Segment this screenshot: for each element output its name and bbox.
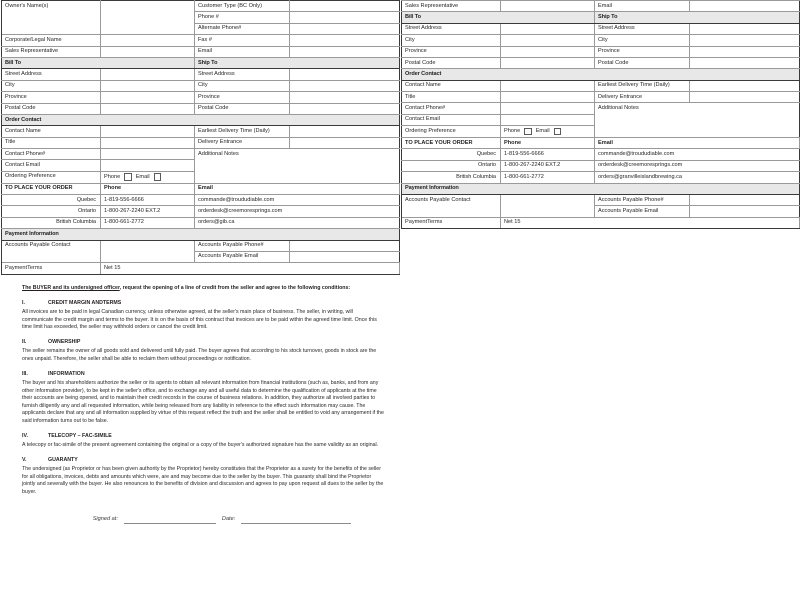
- order-region-email[interactable]: commande@troududiable.com: [595, 149, 800, 160]
- legal-lead-underlined: The BUYER and its undersigned officer: [22, 284, 120, 291]
- order-region-email[interactable]: orders@granvilleislandbrewing.ca: [595, 172, 800, 183]
- cell-contact-name-value[interactable]: [501, 80, 595, 91]
- cell-email-label: Email: [195, 46, 290, 57]
- legal-clause: [22, 300, 384, 331]
- cell-sales-representative-value[interactable]: [101, 46, 195, 57]
- cell-earliest-delivery-value[interactable]: [690, 80, 800, 91]
- clause-body: The seller remains the owner of all goods sold and delivered until fully paid. The buyer agrees that according to his stock turnover, goods in stock are the ones unpaid. Therefore, the seller shall be able to reclaim them without proceedings or notification.: [22, 348, 377, 362]
- table-row: [402, 80, 800, 91]
- cell-ship-province-label: Province: [595, 46, 690, 57]
- cell-owners-name-label: Owner's Name(s): [2, 1, 101, 35]
- table-row: [402, 46, 800, 57]
- cell-bill-postal-label: Postal Code: [402, 57, 501, 68]
- table-row: [2, 137, 400, 148]
- table-row: [2, 1, 400, 12]
- cell-fax-label: Fax #: [195, 35, 290, 46]
- ordering-pref-phone-label: Phone: [104, 173, 121, 180]
- section-label-order-contact: Order Contact: [2, 114, 400, 125]
- section-header-order-contact: [402, 69, 800, 80]
- date-label: Date:: [221, 516, 236, 523]
- order-region-phone[interactable]: 1-819-556-6666: [101, 194, 195, 205]
- clause-numeral: V.: [22, 457, 27, 464]
- clause-body: The buyer and his shareholders authorize the seller or its agents to obtain all relevant information from financial institutions (such as, banks, and from any other information provider), to be kept in the seller's office, and to exchange any and all useful data to determine the qualification of applicants at the time their accounts are being opened, and to maintain their credit records in the course of business relations. In addition, they authorize all involved parties to furnish diligently any and all requested information, while being released from any liability in reference to the effect such information may cause. The applicants declare that any and all information supplied by virtue of this request reflect the truth and the seller shall be entitled to void any arrangement if the said information turns out to be false.: [22, 380, 384, 424]
- clause-numeral: I.: [22, 300, 25, 307]
- ordering-pref-email-label: Email: [135, 173, 150, 180]
- cell-phone-label: Phone #: [195, 12, 290, 23]
- document-page-right: [400, 0, 800, 600]
- table-row: [2, 194, 400, 205]
- cell-ap-contact-label: Accounts Payable Contact: [2, 240, 101, 263]
- cell-bill-city-label: City: [402, 35, 501, 46]
- clause-body: The undersigned (as Proprietor or has been given authority by the Proprietor) hereby constitutes that the Proprietor as a surety for the benefits of the seller for all obligations, invoices, debts and amounts which were, are and may become due to the seller by the buyer. This guaranty shall bind the Proprietor jointly and severally with the buyer. He also renounces to the benefits of division and discussion and agrees to pay upon request all dues to the seller by the buyer.: [22, 466, 384, 495]
- cell-ap-email-value[interactable]: [690, 206, 800, 217]
- cell-email-value[interactable]: [290, 46, 400, 57]
- cell-ship-province-value[interactable]: [290, 92, 400, 103]
- checkbox-ordering-pref-email[interactable]: [154, 173, 162, 181]
- table-row: [402, 92, 800, 103]
- cell-title-value[interactable]: [101, 137, 195, 148]
- order-region-email[interactable]: commande@troududiable.com: [195, 194, 400, 205]
- table-row: [402, 57, 800, 68]
- cell-bill-province-value[interactable]: [501, 46, 595, 57]
- credit-application-form-table-right: [401, 0, 800, 229]
- cell-ship-city-label: City: [595, 35, 690, 46]
- cell-ap-phone-value[interactable]: [690, 194, 800, 205]
- table-row: [2, 69, 400, 80]
- signature-footer-left: [22, 516, 384, 524]
- cell-contact-email-value[interactable]: [101, 160, 195, 171]
- cell-ap-phone-value[interactable]: [290, 240, 400, 251]
- cell-bill-province-label: Province: [2, 92, 101, 103]
- cell-title-value[interactable]: [501, 92, 595, 103]
- cell-earliest-delivery-label: Earliest Delivery Time (Daily): [595, 80, 690, 91]
- table-row: [2, 206, 400, 217]
- cell-ap-contact-value[interactable]: [101, 240, 195, 263]
- signed-at-input[interactable]: [124, 518, 216, 524]
- cell-corporate-legal-name-value[interactable]: [101, 35, 195, 46]
- cell-bill-postal-value[interactable]: [101, 103, 195, 114]
- order-region-label: British Columbia: [2, 217, 101, 228]
- section-label-payment-information: Payment Information: [402, 183, 800, 194]
- cell-ship-province-value[interactable]: [690, 46, 800, 57]
- credit-application-form-table-left: [1, 0, 400, 275]
- cell-delivery-entrance-value[interactable]: [290, 137, 400, 148]
- cell-contact-name-label: Contact Name: [402, 80, 501, 91]
- table-row: [402, 149, 800, 160]
- order-region-email[interactable]: orderdesk@creemoresprings.com: [195, 206, 400, 217]
- cell-ship-postal-value[interactable]: [290, 103, 400, 114]
- section-label-bill-to: Bill To: [2, 57, 195, 68]
- table-row: [2, 126, 400, 137]
- section-label-ship-to: Ship To: [195, 57, 400, 68]
- order-region-label: British Columbia: [402, 172, 501, 183]
- cell-bill-province-label: Province: [402, 46, 501, 57]
- cell-ap-email-value[interactable]: [290, 251, 400, 262]
- cell-bill-street-value[interactable]: [501, 23, 595, 34]
- clause-body: A telecopy or fac-simile of the present agreement containing the original or a copy of the buyer's authorized signature has the same validity as an original.: [22, 441, 379, 448]
- order-region-label: Quebec: [402, 149, 501, 160]
- section-header-payment-information: [2, 229, 400, 240]
- order-region-email[interactable]: orderdesk@creemoresprings.com: [595, 160, 800, 171]
- table-row: [2, 263, 400, 274]
- section-header-bill-ship-to: [2, 57, 400, 68]
- cell-ap-email-label: Accounts Payable Email: [595, 206, 690, 217]
- table-row: [402, 103, 800, 114]
- cell-bill-city-label: City: [2, 80, 101, 91]
- cell-ship-city-label: City: [195, 80, 290, 91]
- table-row-order-header: [2, 183, 400, 194]
- order-header-title: TO PLACE YOUR ORDER: [402, 137, 501, 148]
- table-row: [2, 92, 400, 103]
- clause-heading: INFORMATION: [48, 371, 85, 378]
- sheet-content-left: [0, 0, 400, 534]
- cell-email-value[interactable]: [690, 0, 800, 11]
- legal-lead-paragraph: [22, 285, 384, 292]
- section-header-payment-information: [402, 183, 800, 194]
- legal-clause: [22, 433, 384, 449]
- table-row: [402, 0, 800, 11]
- table-row: [2, 103, 400, 114]
- table-row: [2, 46, 400, 57]
- cell-title-label: Title: [402, 92, 501, 103]
- table-row: [2, 80, 400, 91]
- order-region-phone[interactable]: 1-800-267-2240 EXT.2: [101, 206, 195, 217]
- cell-contact-email-label: Contact Email: [2, 160, 101, 171]
- legal-clause: [22, 457, 384, 496]
- cell-bill-city-value[interactable]: [501, 35, 595, 46]
- cell-ordering-preference-value: [501, 126, 595, 138]
- section-label-payment-information: Payment Information: [2, 229, 400, 240]
- cell-ap-phone-label: Accounts Payable Phone#: [595, 194, 690, 205]
- cell-payment-terms-value[interactable]: Net 15: [501, 217, 800, 228]
- cell-contact-phone-label: Contact Phone#: [402, 103, 501, 114]
- cell-ap-contact-value[interactable]: [501, 194, 595, 217]
- legal-clause: [22, 339, 384, 363]
- cell-delivery-entrance-label: Delivery Entrance: [595, 92, 690, 103]
- cell-corporate-legal-name-label: Corporate/Legal Name: [2, 35, 101, 46]
- section-label-order-contact: Order Contact: [402, 69, 800, 80]
- section-header-order-contact: [2, 114, 400, 125]
- order-region-phone[interactable]: 1-819-556-6666: [501, 149, 595, 160]
- cell-ship-city-value[interactable]: [690, 35, 800, 46]
- cell-delivery-entrance-label: Delivery Entrance: [195, 137, 290, 148]
- order-region-phone[interactable]: 1-800-267-2240 EXT.2: [501, 160, 595, 171]
- cell-contact-name-value[interactable]: [101, 126, 195, 137]
- order-region-label: Ontario: [2, 206, 101, 217]
- cell-ship-street-value[interactable]: [290, 69, 400, 80]
- legal-lead-rest: , request the opening of a line of credit from the seller and agree to the following conditions:: [119, 284, 351, 291]
- cell-bill-postal-label: Postal Code: [2, 103, 101, 114]
- table-row: [402, 160, 800, 171]
- cell-payment-terms-label: PaymentTerms: [2, 263, 101, 274]
- ordering-pref-email-label: Email: [535, 128, 550, 135]
- cell-ordering-preference-label: Ordering Preference: [2, 171, 101, 183]
- cell-ship-province-label: Province: [195, 92, 290, 103]
- cell-ship-postal-label: Postal Code: [595, 57, 690, 68]
- cell-ship-street-value[interactable]: [690, 23, 800, 34]
- cell-phone-value[interactable]: [290, 12, 400, 23]
- cell-bill-street-value[interactable]: [101, 69, 195, 80]
- cell-contact-phone-value[interactable]: [501, 103, 595, 114]
- signed-at-label: Signed at:: [92, 516, 118, 523]
- cell-contact-phone-value[interactable]: [101, 149, 195, 160]
- cell-earliest-delivery-value[interactable]: [290, 126, 400, 137]
- date-input[interactable]: [241, 518, 351, 524]
- cell-alternate-phone-label: Alternate Phone#: [195, 23, 290, 34]
- cell-alternate-phone-value[interactable]: [290, 23, 400, 34]
- cell-ap-phone-label: Accounts Payable Phone#: [195, 240, 290, 251]
- cell-sales-representative-label: Sales Representative: [402, 0, 501, 11]
- cell-ship-street-label: Street Address: [595, 23, 690, 34]
- section-header-bill-ship-to: [402, 12, 800, 23]
- clause-numeral: II.: [22, 339, 27, 346]
- cell-contact-email-label: Contact Email: [402, 114, 501, 125]
- section-label-bill-to: Bill To: [402, 12, 595, 23]
- order-header-email-col: Email: [595, 137, 800, 148]
- order-region-phone[interactable]: 1-800-661-2772: [501, 172, 595, 183]
- cell-ship-postal-value[interactable]: [690, 57, 800, 68]
- cell-ap-contact-label: Accounts Payable Contact: [402, 194, 501, 217]
- clause-numeral: IV.: [22, 432, 28, 439]
- table-row: [402, 23, 800, 34]
- order-header-phone-col: Phone: [101, 183, 195, 194]
- clause-numeral: III.: [22, 371, 28, 378]
- order-region-phone[interactable]: 1-800-661-2772: [101, 217, 195, 228]
- order-header-phone-col: Phone: [501, 137, 595, 148]
- cell-sales-representative-label: Sales Representative: [2, 46, 101, 57]
- cell-ordering-preference-value: [101, 171, 195, 183]
- cell-bill-postal-value[interactable]: [501, 57, 595, 68]
- cell-ordering-preference-label: Ordering Preference: [402, 126, 501, 138]
- cell-bill-city-value[interactable]: [101, 80, 195, 91]
- cell-earliest-delivery-label: Earliest Delivery Time (Daily): [195, 126, 290, 137]
- cell-ap-email-label: Accounts Payable Email: [195, 251, 290, 262]
- table-row: [2, 217, 400, 228]
- ordering-pref-phone-label: Phone: [504, 128, 521, 135]
- cell-ship-street-label: Street Address: [195, 69, 290, 80]
- cell-owners-name-value[interactable]: [101, 1, 195, 35]
- order-header-title: TO PLACE YOUR ORDER: [2, 183, 101, 194]
- sheet-content-right: [400, 0, 800, 229]
- checkbox-ordering-pref-phone[interactable]: [124, 173, 132, 181]
- order-region-label: Quebec: [2, 194, 101, 205]
- cell-customer-type-value[interactable]: [290, 1, 400, 12]
- table-row: [402, 217, 800, 228]
- cell-ship-city-value[interactable]: [290, 80, 400, 91]
- clause-heading: TELECOPY – FAC-SIMILE: [48, 432, 112, 439]
- cell-ship-postal-label: Postal Code: [195, 103, 290, 114]
- cell-additional-notes[interactable]: Additional Notes: [195, 149, 400, 183]
- cell-contact-email-value[interactable]: [501, 114, 595, 125]
- cell-additional-notes[interactable]: Additional Notes: [595, 103, 800, 137]
- table-row: [402, 172, 800, 183]
- cell-contact-phone-label: Contact Phone#: [2, 149, 101, 160]
- table-row: [2, 240, 400, 251]
- table-row: [2, 35, 400, 46]
- cell-customer-type-label: Customer Type (BC Only): [195, 1, 290, 12]
- clause-heading: OWNERSHIP: [48, 339, 81, 346]
- table-row: [402, 194, 800, 205]
- cell-sales-representative-value[interactable]: [501, 0, 595, 11]
- cell-payment-terms-label: PaymentTerms: [402, 217, 501, 228]
- legal-clause: [22, 371, 384, 425]
- checkbox-ordering-pref-phone[interactable]: [524, 128, 532, 136]
- clause-heading: CREDIT MARGIN ANDTERMS: [48, 300, 122, 307]
- cell-delivery-entrance-value[interactable]: [690, 92, 800, 103]
- table-row: [402, 35, 800, 46]
- cell-fax-value[interactable]: [290, 35, 400, 46]
- order-header-email-col: Email: [195, 183, 400, 194]
- section-label-ship-to: Ship To: [595, 12, 800, 23]
- cell-bill-street-label: Street Address: [402, 23, 501, 34]
- table-row-order-header: [402, 137, 800, 148]
- cell-contact-name-label: Contact Name: [2, 126, 101, 137]
- legal-terms-section-left: [0, 275, 400, 534]
- cell-bill-street-label: Street Address: [2, 69, 101, 80]
- cell-payment-terms-value[interactable]: Net 15: [101, 263, 400, 274]
- cell-email-label: Email: [595, 0, 690, 11]
- cell-title-label: Title: [2, 137, 101, 148]
- clause-heading: GUARANTY: [48, 457, 78, 464]
- table-row: [2, 149, 400, 160]
- order-region-email[interactable]: orders@gib.ca: [195, 217, 400, 228]
- order-region-label: Ontario: [402, 160, 501, 171]
- checkbox-ordering-pref-email[interactable]: [554, 128, 562, 136]
- clause-body: All invoices are to be paid in legal Canadian currency, unless otherwise agreed, at the seller's main place of business. The seller, in writing, will communicate the credit margin and terms to the buyer. It is on the basis of this contract that invoices are to be paid within the agreed time limit. Once this time limit has exceeded, the seller may withhold orders or cancel the credit limit.: [22, 309, 377, 330]
- cell-bill-province-value[interactable]: [101, 92, 195, 103]
